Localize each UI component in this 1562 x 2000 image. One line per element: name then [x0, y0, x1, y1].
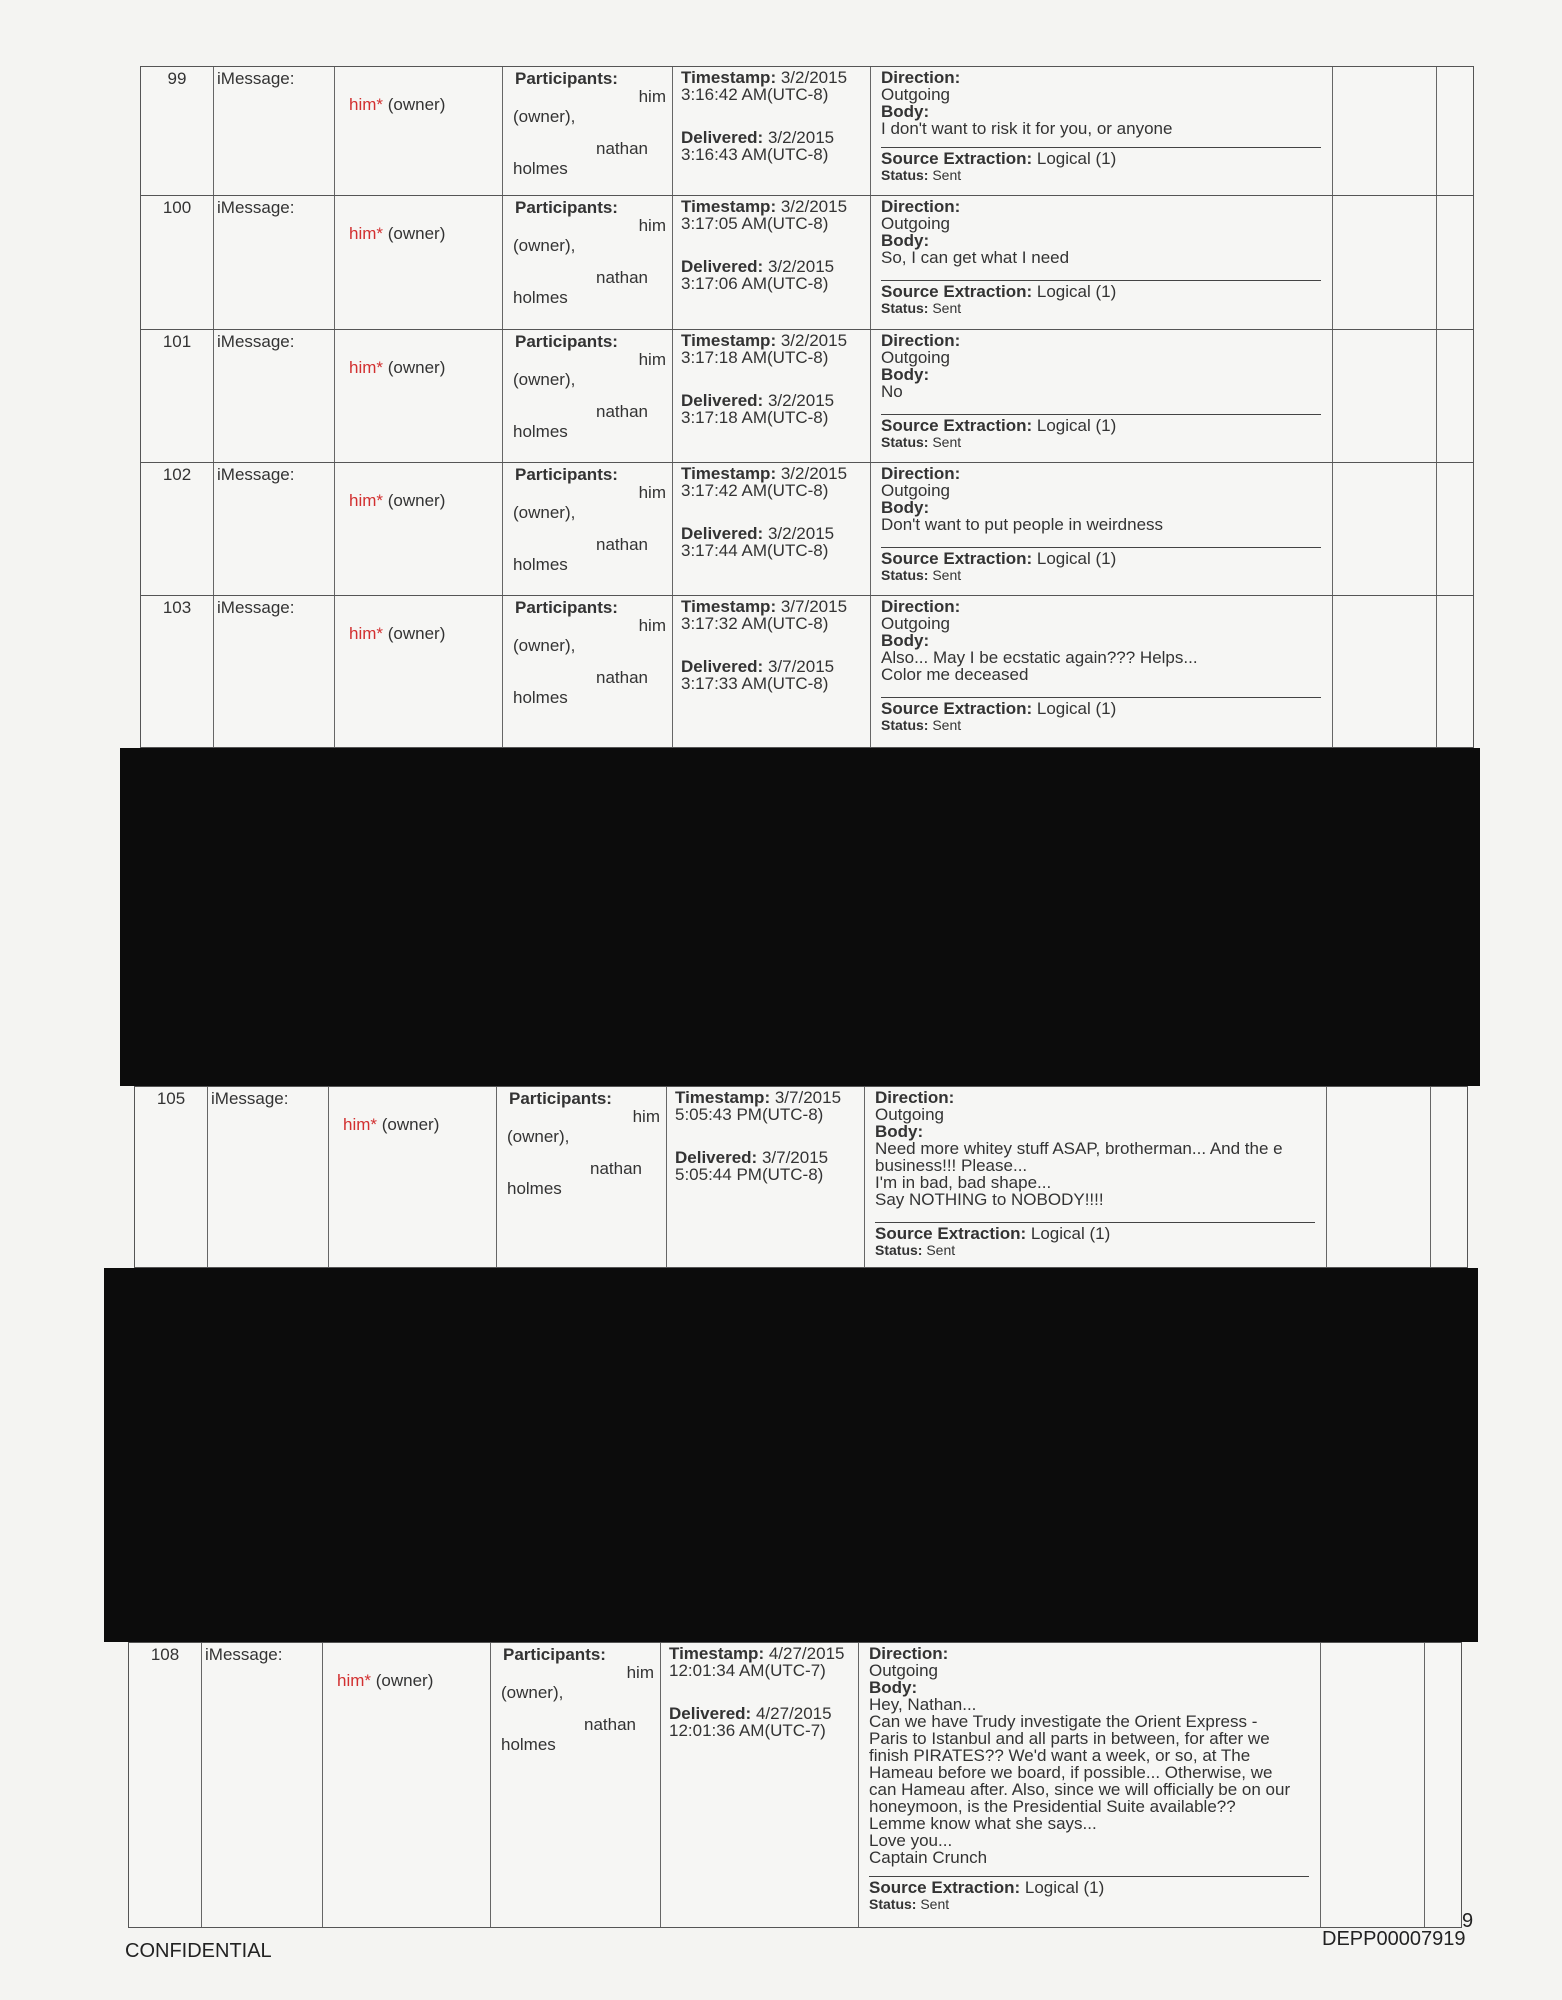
body-cell [871, 330, 1333, 462]
body-cell [871, 67, 1333, 195]
redaction-block [104, 1268, 1478, 1642]
delivered-date: 3/7/2015 [767, 657, 835, 676]
from-name: him* [349, 358, 384, 377]
participants-cell [503, 330, 673, 462]
delivered-label: Delivered: [681, 128, 764, 147]
message-type: iMessage: [214, 463, 335, 595]
status-label: Status: [881, 300, 929, 316]
participant-1: him [638, 483, 666, 502]
empty-cell [1425, 1643, 1463, 1927]
participants-cell [503, 196, 673, 329]
participant-1-role: (owner), [513, 107, 576, 126]
direction-label: Direction: [881, 197, 961, 216]
from-name: him* [349, 491, 384, 510]
message-type: iMessage: [208, 1087, 329, 1267]
row-number: 105 [135, 1087, 208, 1267]
empty-cell [1437, 330, 1475, 462]
participants-label: Participants: [515, 465, 618, 484]
body-line: I don't want to risk it for you, or anyone [881, 119, 1173, 138]
empty-cell [1333, 67, 1437, 195]
source-extraction-label: Source Extraction: [881, 549, 1033, 568]
body-line: Also... May I be ecstatic again??? Helps... [881, 648, 1198, 667]
from-role: (owner) [387, 358, 446, 377]
timestamp-date: 3/7/2015 [780, 597, 848, 616]
message-type: iMessage: [214, 67, 335, 195]
empty-cell [1333, 596, 1437, 747]
empty-cell [1437, 596, 1475, 747]
participant-2-last: holmes [513, 555, 568, 574]
from-cell [335, 67, 503, 195]
delivered-time: 12:01:36 AM(UTC-7) [669, 1721, 826, 1740]
body-label: Body: [881, 631, 930, 650]
timestamp-label: Timestamp: [681, 197, 777, 216]
timestamp-label: Timestamp: [681, 68, 777, 87]
participant-1-role: (owner), [513, 236, 576, 255]
delivered-time: 3:17:06 AM(UTC-8) [681, 274, 829, 293]
from-role: (owner) [387, 95, 446, 114]
from-cell [329, 1087, 497, 1267]
delivered-time: 3:17:33 AM(UTC-8) [681, 674, 829, 693]
delivered-date: 3/2/2015 [767, 257, 835, 276]
participants-label: Participants: [515, 69, 618, 88]
participant-1-role: (owner), [513, 370, 576, 389]
source-extraction-label: Source Extraction: [875, 1224, 1027, 1243]
source-extraction-value: Logical (1) [1036, 416, 1117, 435]
from-name: him* [349, 95, 384, 114]
participants-label: Participants: [503, 1645, 606, 1664]
delivered-time: 3:17:44 AM(UTC-8) [681, 541, 829, 560]
source-extraction-value: Logical (1) [1036, 149, 1117, 168]
timestamp-label: Timestamp: [681, 464, 777, 483]
status-value: Sent [932, 434, 962, 450]
status-label: Status: [881, 434, 929, 450]
message-type: iMessage: [214, 596, 335, 747]
body-line: Hameau before we board, if possible... Otherwise, we [869, 1763, 1273, 1782]
empty-cell [1431, 1087, 1469, 1267]
body-cell [871, 463, 1333, 595]
status-value: Sent [932, 167, 962, 183]
from-cell [335, 330, 503, 462]
participant-2-last: holmes [513, 422, 568, 441]
timestamp-time: 3:17:05 AM(UTC-8) [681, 214, 829, 233]
participant-2: nathan [596, 268, 648, 287]
direction-value: Outgoing [881, 614, 950, 633]
row-number: 99 [141, 67, 214, 195]
body-label: Body: [875, 1122, 924, 1141]
participants-label: Participants: [515, 198, 618, 217]
delivered-label: Delivered: [681, 391, 764, 410]
body-line: Captain Crunch [869, 1848, 988, 1867]
participant-2: nathan [584, 1715, 636, 1734]
participant-1: him [638, 87, 666, 106]
redaction-block [120, 748, 1480, 1086]
timestamp-date: 3/2/2015 [780, 464, 848, 483]
body-line: Hey, Nathan... [869, 1695, 977, 1714]
from-cell [335, 196, 503, 329]
status-label: Status: [881, 717, 929, 733]
body-line: Lemme know what she says... [869, 1814, 1097, 1833]
from-name: him* [349, 224, 384, 243]
delivered-date: 3/7/2015 [761, 1148, 829, 1167]
source-extraction-value: Logical (1) [1036, 282, 1117, 301]
table-row [140, 330, 1474, 463]
table-row [140, 66, 1474, 196]
body-line: No [881, 382, 903, 401]
body-line: honeymoon, is the Presidential Suite available?? [869, 1797, 1236, 1816]
delivered-label: Delivered: [669, 1704, 752, 1723]
time-cell [673, 463, 871, 595]
timestamp-date: 3/2/2015 [780, 68, 848, 87]
body-cell [859, 1643, 1321, 1927]
delivered-date: 4/27/2015 [755, 1704, 832, 1723]
participants-label: Participants: [509, 1089, 612, 1108]
empty-cell [1333, 330, 1437, 462]
timestamp-time: 3:17:42 AM(UTC-8) [681, 481, 829, 500]
body-cell [871, 196, 1333, 329]
direction-label: Direction: [881, 68, 961, 87]
timestamp-date: 3/7/2015 [774, 1088, 842, 1107]
body-label: Body: [881, 231, 930, 250]
timestamp-time: 3:17:18 AM(UTC-8) [681, 348, 829, 367]
table-row [140, 196, 1474, 330]
direction-label: Direction: [881, 597, 961, 616]
body-line: can Hameau after. Also, since we will officially be on our [869, 1780, 1291, 1799]
participant-2: nathan [596, 668, 648, 687]
from-cell [335, 596, 503, 747]
direction-value: Outgoing [881, 348, 950, 367]
timestamp-time: 5:05:43 PM(UTC-8) [675, 1105, 824, 1124]
participants-label: Participants: [515, 332, 618, 351]
body-line: Don't want to put people in weirdness [881, 515, 1164, 534]
body-cell [871, 596, 1333, 747]
participant-1-role: (owner), [507, 1127, 570, 1146]
delivered-time: 5:05:44 PM(UTC-8) [675, 1165, 824, 1184]
source-extraction-label: Source Extraction: [881, 149, 1033, 168]
from-name: him* [349, 624, 384, 643]
participant-2-last: holmes [513, 688, 568, 707]
timestamp-time: 3:16:42 AM(UTC-8) [681, 85, 829, 104]
row-number: 102 [141, 463, 214, 595]
row-number: 103 [141, 596, 214, 747]
time-cell [673, 196, 871, 329]
from-role: (owner) [381, 1115, 440, 1134]
from-role: (owner) [387, 224, 446, 243]
participant-1-role: (owner), [513, 636, 576, 655]
time-cell [673, 330, 871, 462]
body-line: So, I can get what I need [881, 248, 1070, 267]
time-cell [661, 1643, 859, 1927]
source-extraction-value: Logical (1) [1036, 699, 1117, 718]
empty-cell [1437, 463, 1475, 595]
timestamp-label: Timestamp: [681, 597, 777, 616]
timestamp-date: 4/27/2015 [768, 1644, 845, 1663]
source-extraction-label: Source Extraction: [881, 282, 1033, 301]
timestamp-date: 3/2/2015 [780, 197, 848, 216]
status-value: Sent [926, 1242, 956, 1258]
participant-2: nathan [596, 402, 648, 421]
timestamp-time: 3:17:32 AM(UTC-8) [681, 614, 829, 633]
table-row [134, 1086, 1468, 1268]
body-label: Body: [881, 102, 930, 121]
status-label: Status: [875, 1242, 923, 1258]
participant-2: nathan [590, 1159, 642, 1178]
participants-cell [503, 596, 673, 747]
source-extraction-value: Logical (1) [1036, 549, 1117, 568]
participant-1: him [632, 1107, 660, 1126]
body-line: business!!! Please... [875, 1156, 1028, 1175]
participant-2-last: holmes [513, 288, 568, 307]
delivered-label: Delivered: [681, 657, 764, 676]
participant-1: him [638, 216, 666, 235]
status-value: Sent [932, 717, 962, 733]
from-cell [335, 463, 503, 595]
delivered-label: Delivered: [681, 524, 764, 543]
body-line: Say NOTHING to NOBODY!!!! [875, 1190, 1104, 1209]
participant-1: him [638, 350, 666, 369]
direction-label: Direction: [881, 331, 961, 350]
participant-2: nathan [596, 139, 648, 158]
participant-1: him [626, 1663, 654, 1682]
body-line: I'm in bad, bad shape... [875, 1173, 1052, 1192]
delivered-label: Delivered: [675, 1148, 758, 1167]
confidential-label: CONFIDENTIAL [125, 1940, 272, 1962]
direction-value: Outgoing [881, 214, 950, 233]
from-cell [323, 1643, 491, 1927]
message-type: iMessage: [214, 196, 335, 329]
direction-label: Direction: [869, 1644, 949, 1663]
row-number: 101 [141, 330, 214, 462]
body-line: Paris to Istanbul and all parts in between, for after we [869, 1729, 1270, 1748]
body-line: finish PIRATES?? We'd want a week, or so, at The [869, 1746, 1251, 1765]
participant-1-role: (owner), [501, 1683, 564, 1702]
from-role: (owner) [387, 491, 446, 510]
source-extraction-label: Source Extraction: [869, 1878, 1021, 1897]
timestamp-label: Timestamp: [675, 1088, 771, 1107]
message-type: iMessage: [214, 330, 335, 462]
delivered-label: Delivered: [681, 257, 764, 276]
participants-cell [491, 1643, 661, 1927]
from-name: him* [337, 1671, 372, 1690]
bates-number: DEPP00007919 [1322, 1928, 1466, 1950]
timestamp-date: 3/2/2015 [780, 331, 848, 350]
page-number: 9 [1462, 1910, 1474, 1932]
participant-2: nathan [596, 535, 648, 554]
from-role: (owner) [387, 624, 446, 643]
empty-cell [1437, 196, 1475, 329]
empty-cell [1437, 67, 1475, 195]
direction-value: Outgoing [869, 1661, 938, 1680]
empty-cell [1333, 196, 1437, 329]
delivered-date: 3/2/2015 [767, 524, 835, 543]
timestamp-label: Timestamp: [669, 1644, 765, 1663]
status-value: Sent [920, 1896, 950, 1912]
body-line: Love you... [869, 1831, 953, 1850]
source-extraction-label: Source Extraction: [881, 416, 1033, 435]
message-type: iMessage: [202, 1643, 323, 1927]
body-line: Can we have Trudy investigate the Orient Express - [869, 1712, 1258, 1731]
time-cell [667, 1087, 865, 1267]
participants-label: Participants: [515, 598, 618, 617]
source-extraction-value: Logical (1) [1030, 1224, 1111, 1243]
empty-cell [1321, 1643, 1425, 1927]
row-number: 100 [141, 196, 214, 329]
empty-cell [1327, 1087, 1431, 1267]
body-label: Body: [869, 1678, 918, 1697]
timestamp-label: Timestamp: [681, 331, 777, 350]
participant-1-role: (owner), [513, 503, 576, 522]
timestamp-time: 12:01:34 AM(UTC-7) [669, 1661, 826, 1680]
table-row [140, 596, 1474, 748]
status-label: Status: [881, 167, 929, 183]
participant-2-last: holmes [507, 1179, 562, 1198]
participant-1: him [638, 616, 666, 635]
status-value: Sent [932, 300, 962, 316]
delivered-time: 3:17:18 AM(UTC-8) [681, 408, 829, 427]
participant-2-last: holmes [513, 159, 568, 178]
direction-value: Outgoing [875, 1105, 944, 1124]
row-number: 108 [129, 1643, 202, 1927]
body-label: Body: [881, 498, 930, 517]
delivered-date: 3/2/2015 [767, 128, 835, 147]
participant-2-last: holmes [501, 1735, 556, 1754]
from-name: him* [343, 1115, 378, 1134]
delivered-time: 3:16:43 AM(UTC-8) [681, 145, 829, 164]
source-extraction-value: Logical (1) [1024, 1878, 1105, 1897]
participants-cell [503, 67, 673, 195]
status-label: Status: [869, 1896, 917, 1912]
time-cell [673, 67, 871, 195]
direction-label: Direction: [881, 464, 961, 483]
status-label: Status: [881, 567, 929, 583]
table-row [140, 463, 1474, 596]
table-row [128, 1642, 1462, 1928]
direction-value: Outgoing [881, 481, 950, 500]
body-line: Color me deceased [881, 665, 1029, 684]
time-cell [673, 596, 871, 747]
empty-cell [1333, 463, 1437, 595]
direction-value: Outgoing [881, 85, 950, 104]
status-value: Sent [932, 567, 962, 583]
participants-cell [503, 463, 673, 595]
body-line: Need more whitey stuff ASAP, brotherman... And the e [875, 1139, 1283, 1158]
participants-cell [497, 1087, 667, 1267]
delivered-date: 3/2/2015 [767, 391, 835, 410]
from-role: (owner) [375, 1671, 434, 1690]
body-label: Body: [881, 365, 930, 384]
source-extraction-label: Source Extraction: [881, 699, 1033, 718]
body-cell [865, 1087, 1327, 1267]
direction-label: Direction: [875, 1088, 955, 1107]
